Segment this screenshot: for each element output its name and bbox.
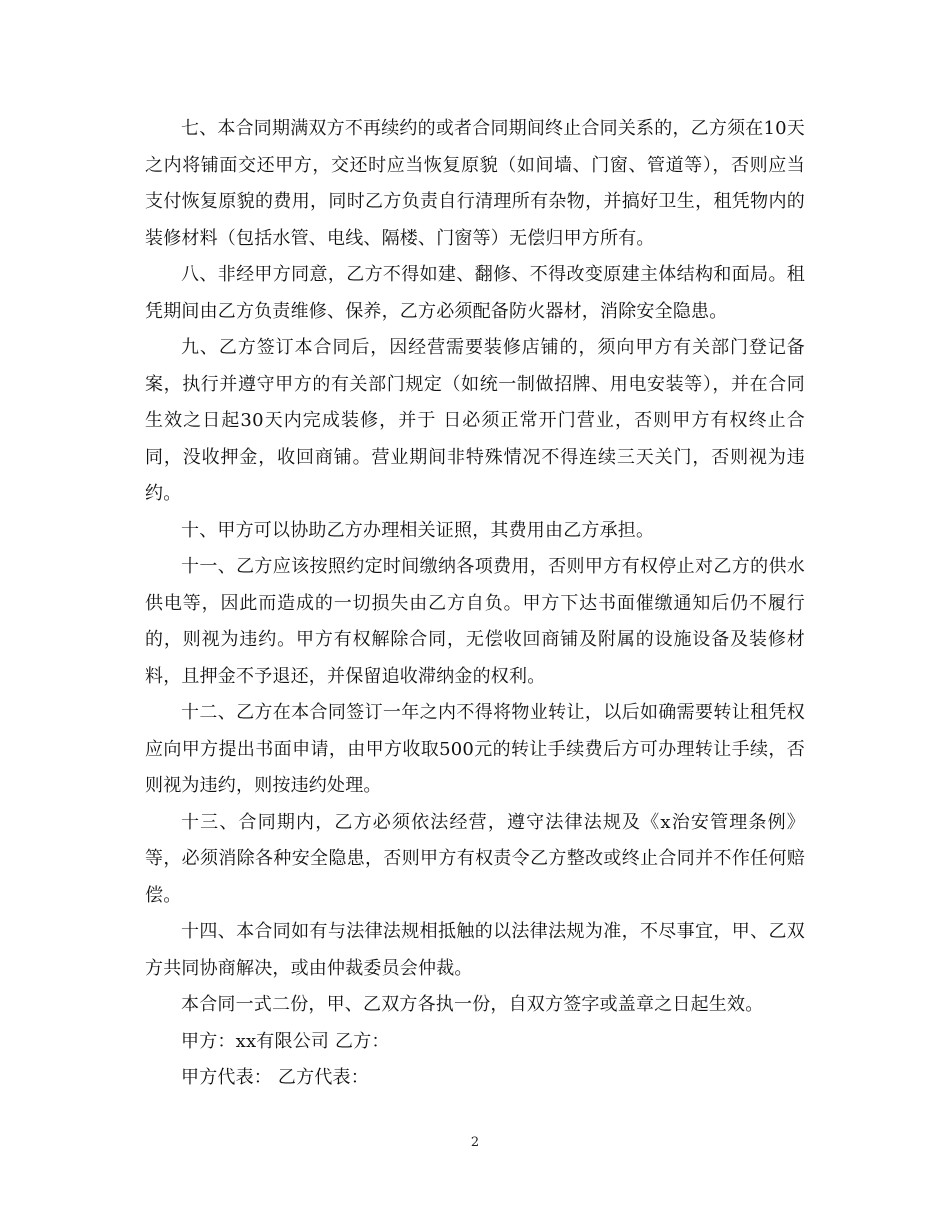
clause-8: 八、非经甲方同意，乙方不得如建、翻修、不得改变原建主体结构和面局。租凭期间由乙方负责维修、保养，乙方必须配备防火器材，消除安全隐患。: [145, 264, 805, 322]
clause-13: 十三、合同期内，乙方必须依法经营，遵守法律法规及《x治安管理条例》等，必须消除各种安全隐患，否则甲方有权责令乙方整改或终止合同并不作任何赔偿。: [145, 811, 805, 906]
page-number: 2: [470, 1135, 480, 1150]
party-line: 甲方：xx有限公司 乙方：: [181, 1030, 390, 1052]
copies-statement: 本合同一式二份，甲、乙双方各执一份，自双方签字或盖章之日起生效。: [181, 994, 764, 1015]
representative-line: 甲方代表： 乙方代表：: [181, 1067, 369, 1088]
clause-7: 七、本合同期满双方不再续约的或者合同期间终止合同关系的，乙方须在10天之内将铺面交还甲方，交还时应当恢复原貌（如间墙、门窗、管道等），否则应当支付恢复原貌的费用，同时乙方负责自行清理所有杂物，并搞好卫生，租凭物内的装修材料（包括水管、电线、隔楼、门窗等）无偿归甲方所有。: [145, 118, 805, 249]
document-body: [145, 111, 805, 1097]
clause-12: 十二、乙方在本合同签订一年之内不得将物业转让，以后如确需要转让租凭权应向甲方提出书面申请，由甲方收取500元的转让手续费后方可办理转让手续，否则视为违约，则按违约处理。: [145, 702, 805, 796]
clause-14: 十四、本合同如有与法律法规相抵触的以法律法规为准，不尽事宜，甲、乙双方共同协商解决，或由仲裁委员会仲裁。: [145, 921, 805, 979]
clause-10: 十、甲方可以协助乙方办理相关证照，其费用由乙方承担。: [181, 519, 655, 541]
clause-9: 九、乙方签订本合同后，因经营需要装修店铺的，须向甲方有关部门登记备案，执行并遵守甲方的有关部门规定（如统一制做招牌、用电安装等），并在合同生效之日起30天内完成装修，并于 日必须正常开门营业，否则甲方有权终止合同，没收押金，收回商铺。营业期间非特殊情况不得连续三天关门，否则视为违约。: [145, 337, 805, 504]
clause-11: 十一、乙方应该按照约定时间缴纳各项费用，否则甲方有权停止对乙方的供水供电等，因此而造成的一切损失由乙方自负。甲方下达书面催缴通知后仍不履行的，则视为违约。甲方有权解除合同，无偿收回商铺及附属的设施设备及装修材料，且押金不予退还，并保留追收滞纳金的权利。: [145, 556, 805, 687]
